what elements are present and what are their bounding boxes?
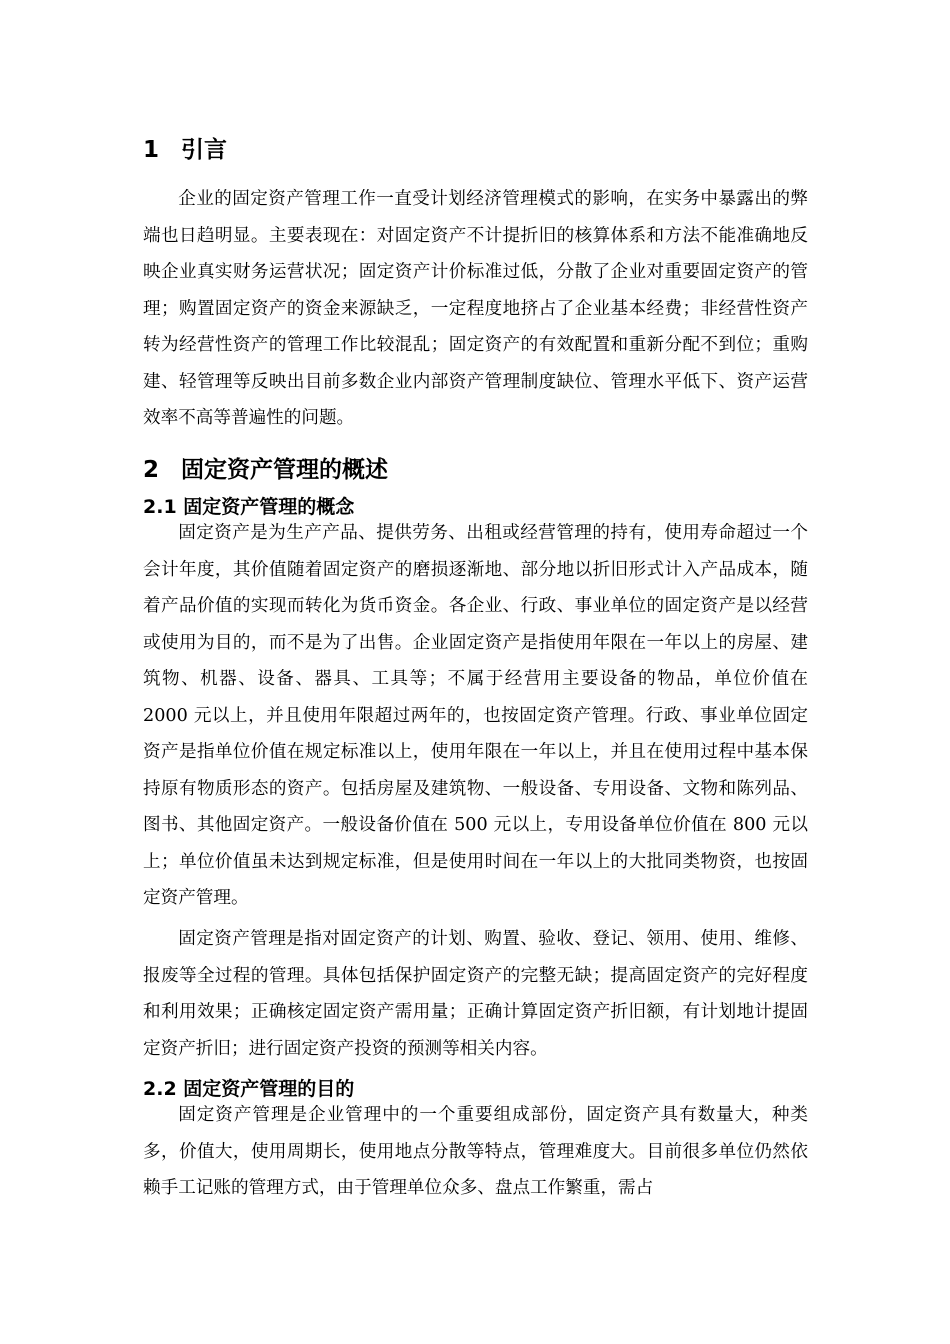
subsection-2-2-heading: 2.2 固定资产管理的目的	[143, 1078, 355, 1100]
intro-paragraph: 企业的固定资产管理工作一直受计划经济管理模式的影响，在实务中暴露出的弊端也日趋明显。主要表现在：对固定资产不计提折旧的核算体系和方法不能准确地反映企业真实财务运营状况；固定资产计价标准过低，分散了企业对重要固定资产的管理；购置固定资产的资金来源缺乏，一定程度地挤占了企业基本经费；非经营性资产转为经营性资产的管理工作比较混乱；固定资产的有效配置和重新分配不到位；重购建、轻管理等反映出目前多数企业内部资产管理制度缺位、管理水平低下、资产运营效率不高等普遍性的问题。	[143, 189, 808, 428]
section-number: 1	[143, 137, 160, 163]
concept-paragraph-1: 固定资产是为生产产品、提供劳务、出租或经营管理的持有，使用寿命超过一个会计年度，其价值随着固定资产的磨损逐渐地、部分地以折旧形式计入产品成本，随着产品价值的实现而转化为货币资金。各企业、行政、事业单位的固定资产是以经营或使用为目的，而不是为了出售。企业固定资产是指使用年限在一年以上的房屋、建筑物、机器、设备、器具、工具等；不属于经营用主要设备的物品，单位价值在 2000 元以上，并且使用年限超过两年的，也按固定资产管理。行政、事业单位固定资产是指单位价值在规定标准以上，使用年限在一年以上，并且在使用过程中基本保持原有物质形态的资产。包括房屋及建筑物、一般设备、专用设备、文物和陈列品、图书、其他固定资产。一般设备价值在 500 元以上，专用设备单位价值在 800 元以上；单位价值虽未达到规定标准，但是使用时间在一年以上的大批同类物资，也按固定资产管理。	[143, 523, 808, 908]
section-2-heading	[143, 455, 388, 485]
purpose-paragraph: 固定资产管理是企业管理中的一个重要组成部份，固定资产具有数量大，种类多，价值大，使用周期长，使用地点分散等特点，管理难度大。目前很多单位仍然依赖手工记账的管理方式，由于管理单位众多、盘点工作繁重，需占	[143, 1105, 808, 1198]
section-title: 引言	[181, 137, 227, 163]
section-number: 2	[143, 457, 160, 483]
section-1-heading	[143, 135, 227, 165]
section-title: 固定资产管理的概述	[181, 457, 388, 483]
subsection-2-1-heading: 2.1 固定资产管理的概念	[143, 496, 355, 518]
concept-paragraph-2: 固定资产管理是指对固定资产的计划、购置、验收、登记、领用、使用、维修、报废等全过程的管理。具体包括保护固定资产的完整无缺；提高固定资产的完好程度和利用效果；正确核定固定资产需用量；正确计算固定资产折旧额，有计划地计提固定资产折旧；进行固定资产投资的预测等相关内容。	[143, 929, 808, 1059]
